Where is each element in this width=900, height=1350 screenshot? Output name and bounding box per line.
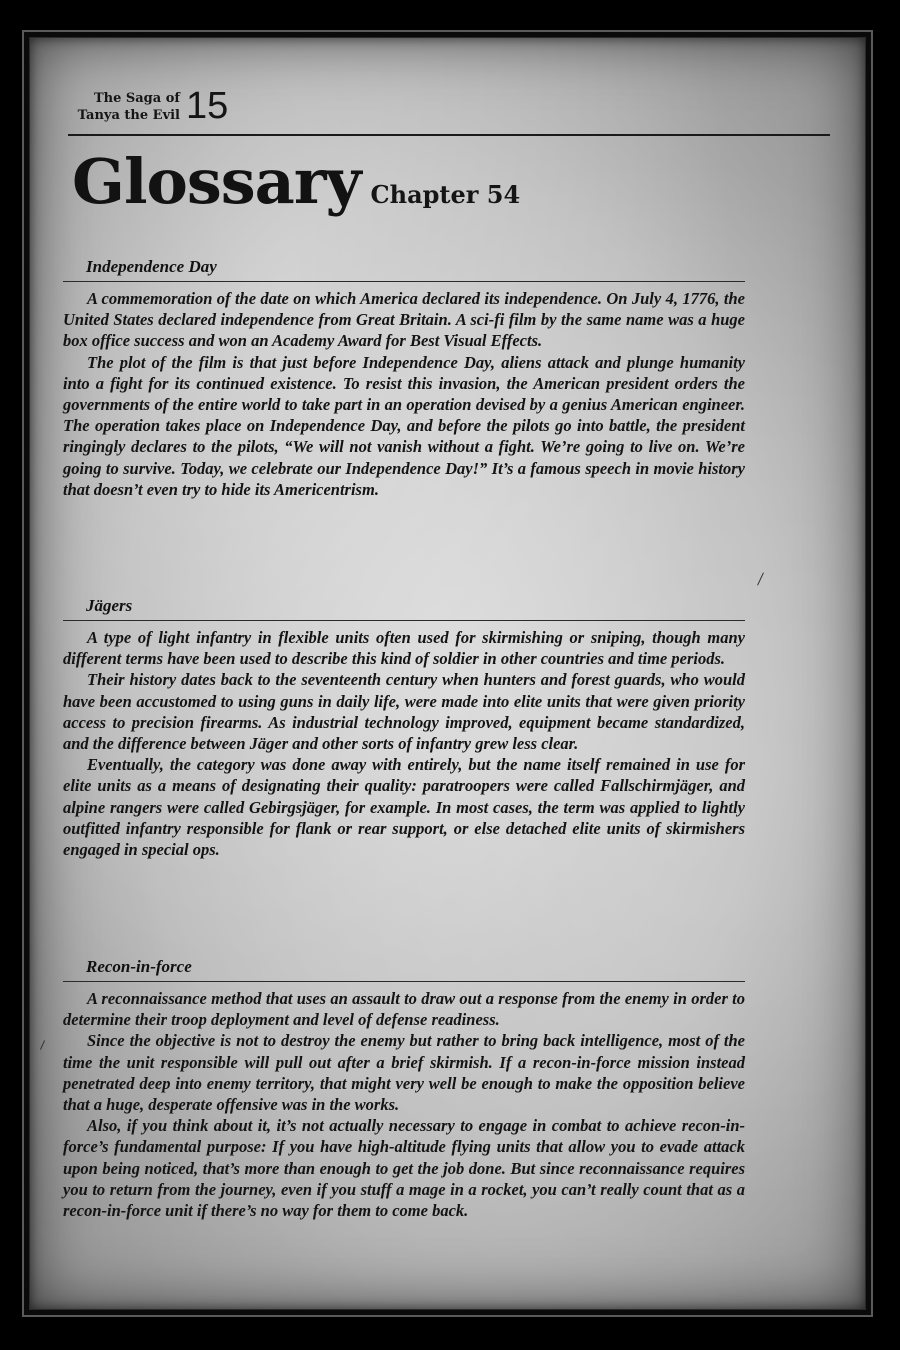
page-header	[68, 86, 830, 136]
entry-paragraph: A type of light infantry in flexible units often used for skirmishing or sniping, though many different terms have been used to describe this kind of soldier in other countries and time periods.	[63, 628, 745, 669]
entry-term: Jägers	[63, 595, 745, 621]
entry-body	[63, 627, 745, 860]
entry-paragraph: Their history dates back to the seventeenth century when hunters and forest guards, who would have been accustomed to using guns in daily life, were made into elite units that were given priority access to precision firearms. As industrial technology improved, equipment became standardized, and the difference between Jäger and other sorts of infantry grew less clear.	[63, 670, 745, 754]
entry-term: Recon-in-force	[63, 956, 745, 982]
series-title-line2: Tanya the Evil	[77, 108, 180, 123]
glossary-entry-independence-day	[63, 256, 745, 500]
title-row	[72, 142, 520, 232]
entry-paragraph: Eventually, the category was done away with entirely, but the name itself remained in use for elite units as a means of designating their quality: paratroopers were called Fallschirmjäger, and alpine rangers were called Gebirgsjäger, for example. In most cases, the term was applied to lightly outfitted infantry responsible for flank or rear support, or else detached elite units of skirmishers engaged in special ops.	[63, 755, 745, 860]
entry-paragraph: Also, if you think about it, it’s not actually necessary to engage in combat to achieve recon-in-force’s fundamental purpose: If you have high-altitude flying units that allow you to evade attack upon being noticed, that’s more than enough to get the job done. But since reconnaissance requires you to return from the journey, even if you stuff a mage in a rocket, you can’t really count that as a recon-in-force unit if there’s no way for them to come back.	[63, 1116, 745, 1221]
glossary-entry-jagers	[63, 595, 745, 860]
entry-paragraph: The plot of the film is that just before Independence Day, aliens attack and plunge humanity into a fight for its continued existence. To resist this invasion, the American president orders the governments of the entire world to take part in an operation devised by a genius American engineer. The operation takes place on Independence Day, and before the pilots go into battle, the president ringingly declares to the pilots, “We will not vanish without a fight. We’re going to live on. We’re going to survive. Today, we celebrate our Independence Day!” It’s a famous speech in movie history that doesn’t even try to hide its Americentrism.	[63, 352, 745, 499]
entry-body	[63, 288, 745, 500]
entry-paragraph: Since the objective is not to destroy the enemy but rather to bring back intelligence, most of the time the unit responsible will pull out after a brief skirmish. If a recon-in-force mission instead penetrated deep into enemy territory, that might very well be enough to make the opposition believe that a huge, desperate offensive was in the works.	[63, 1031, 745, 1115]
entry-paragraph: A reconnaissance method that uses an assault to draw out a response from the enemy in order to determine their troop deployment and level of defense readiness.	[63, 989, 745, 1030]
paper-scratch	[757, 572, 764, 585]
volume-number: 15	[186, 85, 229, 127]
series-title-line1: The Saga of	[93, 91, 180, 106]
series-title	[68, 90, 180, 124]
entry-body	[63, 988, 745, 1221]
paper-scratch	[40, 1040, 45, 1049]
glossary-entry-recon-in-force	[63, 956, 745, 1221]
glossary-page	[29, 37, 866, 1310]
chapter-label: Chapter 54	[370, 180, 521, 209]
entry-paragraph: A commemoration of the date on which America declared its independence. On July 4, 1776, the United States declared independence from Great Britain. A sci-fi film by the same name was a huge box office success and won an Academy Award for Best Visual Effects.	[63, 289, 745, 351]
entry-term: Independence Day	[63, 256, 745, 282]
page-title: Glossary	[72, 145, 361, 218]
